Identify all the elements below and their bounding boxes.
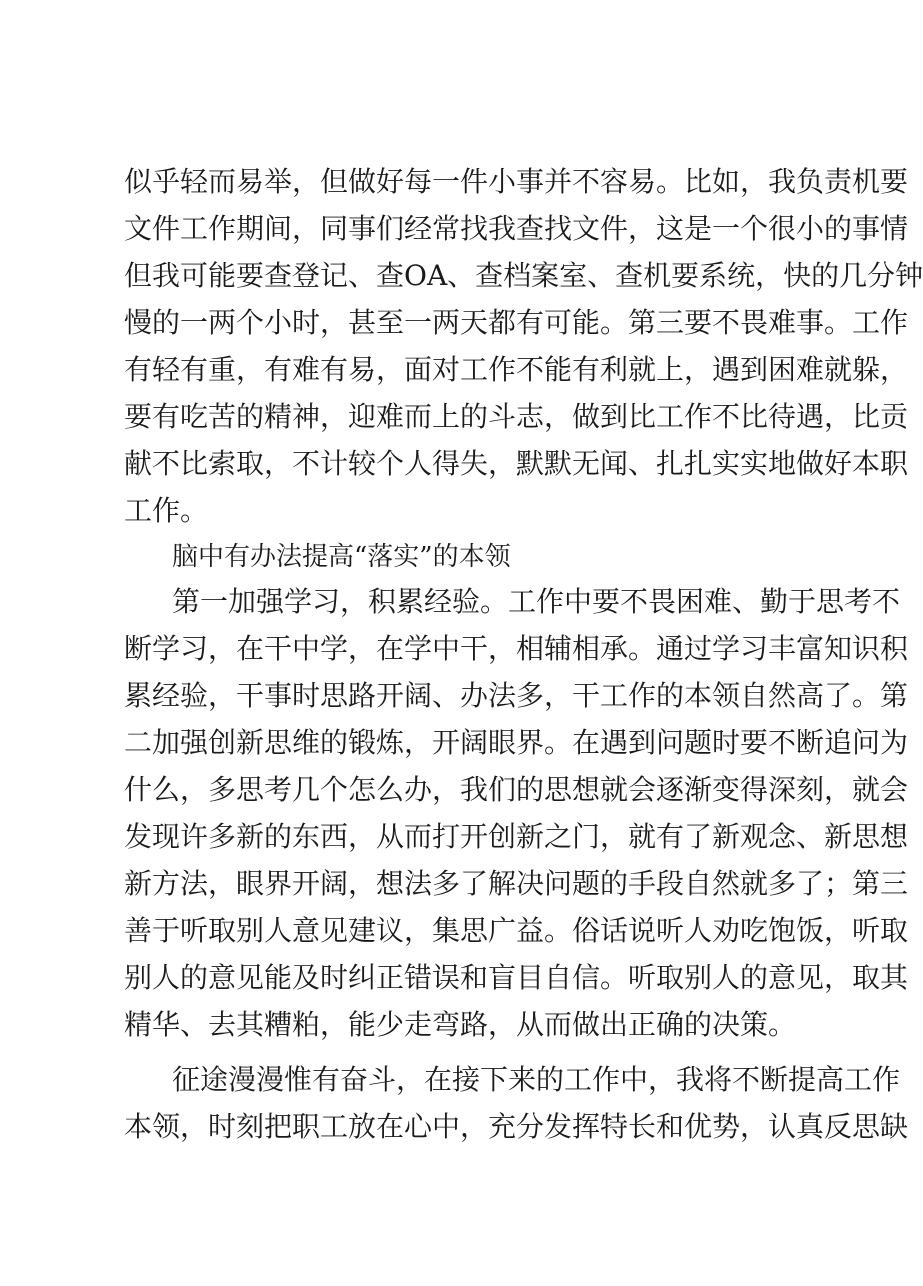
paragraph-line: 第一加强学习，积累经验。工作中要不畏困难、勤于思考不 bbox=[172, 585, 901, 618]
paragraph-line: 文件工作期间，同事们经常找我查找文件，这是一个很小的事情 bbox=[124, 212, 909, 245]
paragraph-line: 累经验，干事时思路开阔、办法多，干工作的本领自然高了。第 bbox=[124, 679, 909, 712]
section-heading: 脑中有办法提高“落实”的本领 bbox=[172, 542, 511, 572]
paragraph-line: 善于听取别人意见建议，集思广益。俗话说听人劝吃饱饭，听取 bbox=[124, 914, 909, 947]
paragraph-line: 慢的一两个小时，甚至一两天都有可能。第三要不畏难事。工作 bbox=[124, 306, 909, 339]
paragraph-line: 征途漫漫惟有奋斗，在接下来的工作中，我将不断提高工作 bbox=[172, 1063, 901, 1096]
paragraph-line: 要有吃苦的精神，迎难而上的斗志，做到比工作不比待遇，比贡 bbox=[124, 400, 909, 433]
paragraph-line: 工作。 bbox=[124, 494, 209, 527]
paragraph-line: 有轻有重，有难有易，面对工作不能有利就上，遇到困难就躲， bbox=[124, 353, 909, 386]
paragraph-line: 二加强创新思维的锻炼，开阔眼界。在遇到问题时要不断追问为 bbox=[124, 726, 909, 759]
paragraph-line: 断学习，在干中学，在学中干，相辅相承。通过学习丰富知识积 bbox=[124, 632, 909, 665]
paragraph-line: 似乎轻而易举，但做好每一件小事并不容易。比如，我负责机要 bbox=[124, 165, 909, 198]
paragraph-line: 献不比索取，不计较个人得失，默默无闻、扎扎实实地做好本职 bbox=[124, 447, 909, 480]
paragraph-line: 本领，时刻把职工放在心中，充分发挥特长和优势，认真反思缺 bbox=[124, 1110, 909, 1143]
paragraph-line: 精华、去其糟粕，能少走弯路，从而做出正确的决策。 bbox=[124, 1008, 797, 1041]
paragraph-line: 发现许多新的东西，从而打开创新之门，就有了新观念、新思想 bbox=[124, 820, 909, 853]
paragraph-line: 新方法，眼界开阔，想法多了解决问题的手段自然就多了；第三 bbox=[124, 867, 909, 900]
paragraph-line: 别人的意见能及时纠正错误和盲目自信。听取别人的意见，取其 bbox=[124, 961, 909, 994]
paragraph-line: 但我可能要查登记、查OA、查档案室、查机要系统，快的几分钟 bbox=[124, 259, 923, 292]
paragraph-line: 什么，多思考几个怎么办，我们的思想就会逐渐变得深刻，就会 bbox=[124, 773, 909, 806]
